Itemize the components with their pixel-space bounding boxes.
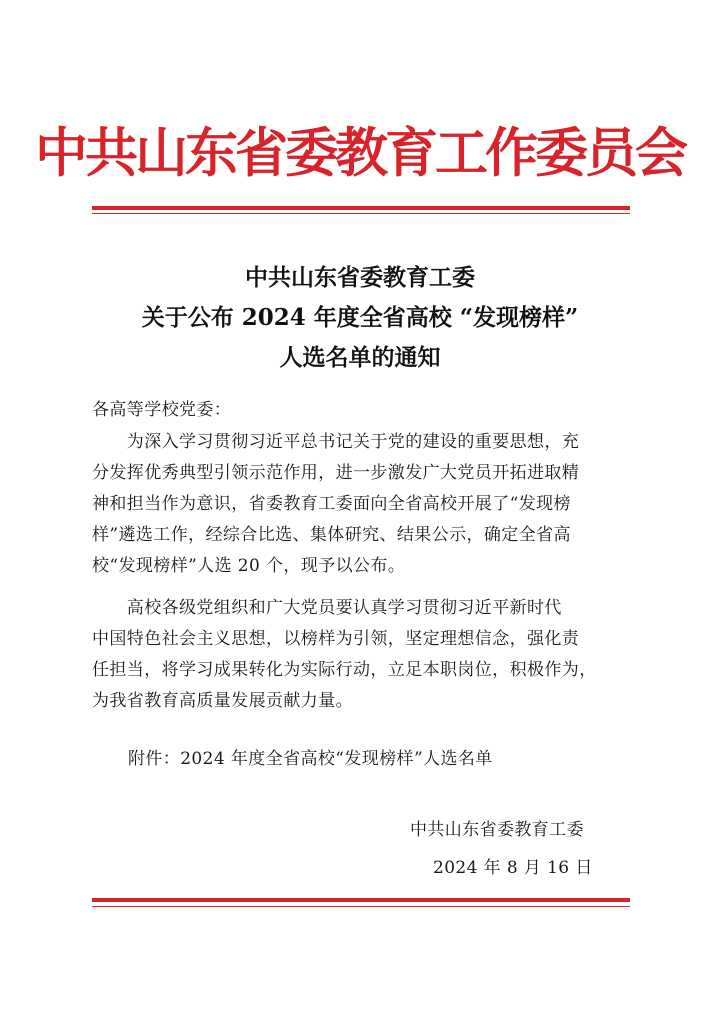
paragraph-line: 高校各级党组织和广大党员要认真学习贯彻习近平新时代	[92, 598, 562, 618]
notice-title	[0, 258, 720, 378]
footer-red-rule-thick	[92, 898, 630, 902]
signature-date: 2024 年 8 月 16 日	[433, 858, 593, 878]
paragraph-line: 神和担当作为意识，省委教育工委面向全省高校开展了“发现榜	[92, 494, 571, 514]
paragraph-line: 中国特色社会主义思想，以榜样为引领，坚定理想信念，强化责	[92, 629, 580, 649]
footer-red-rule-thin	[92, 906, 630, 907]
header-red-rule-thick	[92, 206, 630, 210]
paragraph-line: 为我省教育高质量发展贡献力量。	[92, 691, 353, 711]
paragraph-line: 校“发现榜样”人选 20 个，现予以公布。	[92, 556, 406, 576]
notice-title-line-3: 人选名单的通知	[279, 344, 441, 371]
signature-organization: 中共山东省委教育工委	[410, 820, 584, 840]
attachment-note: 附件：2024 年度全省高校“发现榜样”人选名单	[128, 749, 493, 769]
notice-title-line-1: 中共山东省委教育工委	[245, 264, 475, 291]
body-paragraph-1	[92, 427, 632, 582]
header-red-rule-thin	[92, 213, 630, 214]
paragraph-line: 样”遴选工作，经综合比选、集体研究、结果公示，确定全省高	[92, 525, 571, 545]
paragraph-line: 分发挥优秀典型引领示范作用，进一步激发广大党员开拓进取精	[92, 463, 580, 483]
paragraph-line: 任担当，将学习成果转化为实际行动，立足本职岗位，积极作为，	[92, 660, 597, 680]
body-paragraph-2	[92, 593, 632, 717]
paragraph-line: 为深入学习贯彻习近平总书记关于党的建设的重要思想，充	[92, 432, 580, 452]
notice-title-line-2: 关于公布 2024 年度全省高校 “发现榜样”	[141, 304, 579, 331]
red-header-org-title: 中共山东省委教育工作委员会	[35, 122, 685, 184]
salutation: 各高等学校党委：	[92, 400, 232, 420]
